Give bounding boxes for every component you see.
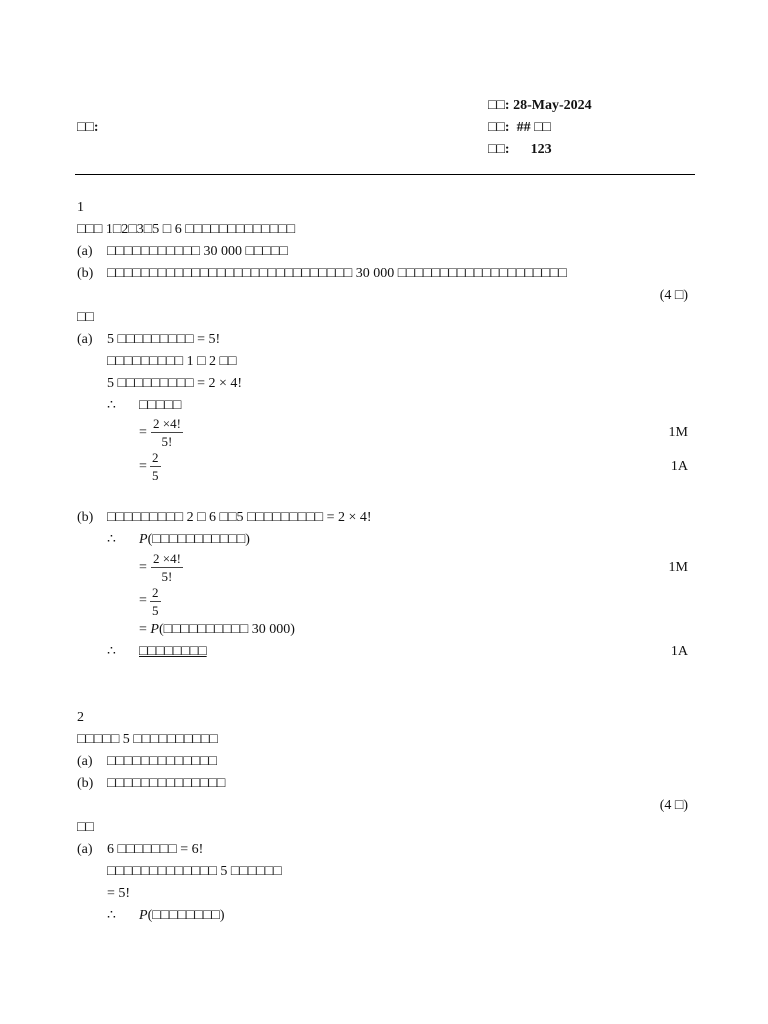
- fraction-denominator: 5: [152, 603, 159, 618]
- date-value: 28-May-2024: [513, 98, 592, 113]
- q2-part-a: □□□□□□□□□□□□□: [107, 754, 217, 769]
- q1-sol-b-probability-2: = P(□□□□□□□□□□ 30 000): [139, 622, 295, 637]
- q2-number: 2: [77, 710, 84, 725]
- fraction-bar: [150, 601, 161, 602]
- date-label: □□: 28-May-2024: [488, 98, 592, 113]
- q1-sol-a-eq2: =: [139, 459, 147, 474]
- q1-part-a-tag: (a): [77, 244, 93, 259]
- q1-sol-b-therefore: ∴: [107, 532, 116, 547]
- class-value: ## □□: [516, 120, 551, 135]
- q1-sol-b-eq1: =: [139, 560, 147, 575]
- q2-solution-label: □□: [77, 820, 94, 835]
- q1-part-a: □□□□□□□□□□□ 30 000 □□□□□: [107, 244, 288, 259]
- fraction-bar: [151, 432, 183, 433]
- q1-number: 1: [77, 200, 84, 215]
- q1-sol-b-line1: □□□□□□□□□ 2 □ 6 □□5 □□□□□□□□□ = 2 × 4!: [107, 510, 372, 525]
- q1-sol-a-line1: 5 □□□□□□□□□ = 5!: [107, 332, 221, 347]
- q1-stem: □□□ 1□2□3□5 □ 6 □□□□□□□□□□□□□: [77, 222, 296, 237]
- q1-sol-a-fraction-2: [150, 450, 161, 483]
- q1-sol-a-therefore: ∴: [107, 398, 116, 413]
- fraction-denominator: 5!: [161, 569, 173, 584]
- fraction-numerator: 2 ×4!: [153, 551, 181, 566]
- q1-sol-b-mark1: 1M: [668, 560, 688, 575]
- fraction-denominator: 5: [152, 468, 159, 483]
- q1-sol-b-mark2: 1A: [670, 644, 688, 659]
- fraction-denominator: 5!: [161, 434, 173, 449]
- q1-sol-a-line4: □□□□□: [139, 398, 182, 413]
- q2-part-a-tag: (a): [77, 754, 93, 769]
- number-label: □□: 123: [488, 142, 552, 157]
- q2-marks: (4 □): [659, 798, 688, 813]
- q1-part-b-tag: (b): [77, 266, 94, 281]
- q1-sol-b-fraction-1: [151, 551, 183, 584]
- class-label: □□: ## □□: [488, 120, 551, 135]
- q1-sol-a-eq1: =: [139, 425, 147, 440]
- number-value: 123: [530, 142, 552, 157]
- q1-sol-b-fraction-2: [150, 585, 161, 618]
- fraction-numerator: 2: [152, 585, 159, 600]
- q1-part-b: □□□□□□□□□□□□□□□□□□□□□□□□□□□□□ 30 000 □□□□□□□□□□□□□□□□□□□□: [107, 266, 567, 281]
- q2-part-b-tag: (b): [77, 776, 94, 791]
- q2-sol-a-tag: (a): [77, 842, 93, 857]
- fraction-bar: [150, 466, 161, 467]
- q1-sol-a-tag: (a): [77, 332, 93, 347]
- q2-stem: □□□□□ 5 □□□□□□□□□□: [77, 732, 218, 747]
- q2-sol-a-probability: P(□□□□□□□□): [139, 908, 225, 923]
- q2-sol-a-line1: 6 □□□□□□□ = 6!: [107, 842, 204, 857]
- fraction-bar: [151, 567, 183, 568]
- fraction-numerator: 2 ×4!: [153, 416, 181, 431]
- q1-marks: (4 □): [659, 288, 688, 303]
- q2-part-b: □□□□□□□□□□□□□□: [107, 776, 226, 791]
- q2-sol-a-line3: = 5!: [107, 886, 131, 901]
- q1-sol-a-mark2: 1A: [670, 459, 688, 474]
- q1-sol-b-therefore-2: ∴: [107, 644, 116, 659]
- q1-sol-a-fraction-1: [151, 416, 183, 449]
- q2-sol-a-therefore: ∴: [107, 908, 116, 923]
- q1-solution-label: □□: [77, 310, 94, 325]
- name-label: □□:: [77, 120, 99, 135]
- fraction-numerator: 2: [152, 450, 159, 465]
- q1-sol-b-conclusion: □□□□□□□□: [139, 644, 207, 659]
- q1-sol-a-mark1: 1M: [668, 425, 688, 440]
- q1-sol-b-probability-1: P(□□□□□□□□□□□): [139, 532, 250, 547]
- header-divider: [75, 174, 695, 175]
- q1-sol-b-tag: (b): [77, 510, 94, 525]
- q1-sol-a-line3: 5 □□□□□□□□□ = 2 × 4!: [107, 376, 243, 391]
- q1-sol-b-eq2: =: [139, 593, 147, 608]
- q2-sol-a-line2: □□□□□□□□□□□□□ 5 □□□□□□: [107, 864, 282, 879]
- q1-sol-a-line2: □□□□□□□□□ 1 □ 2 □□: [107, 354, 237, 369]
